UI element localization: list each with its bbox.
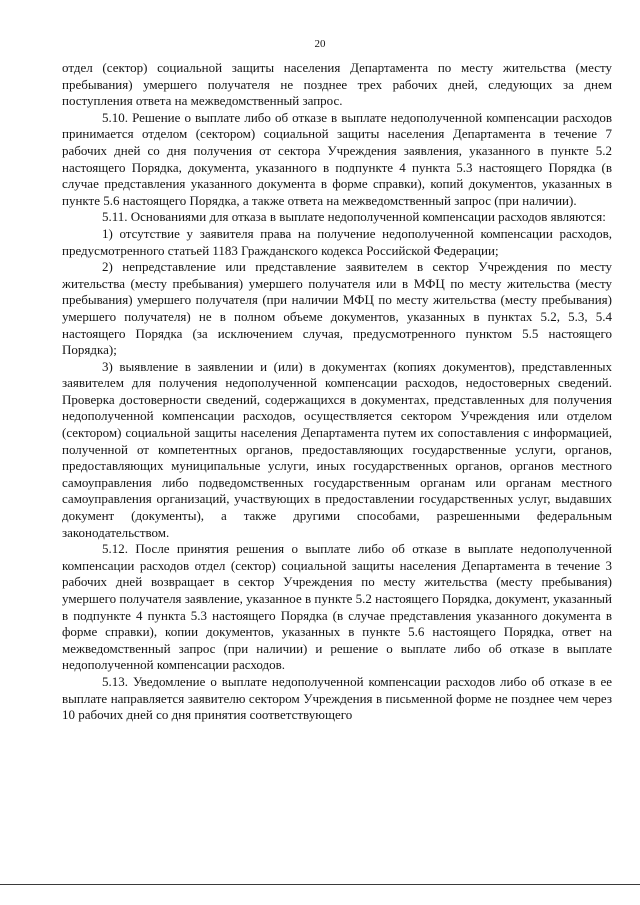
paragraph-5-12: 5.12. После принятия решения о выплате либо об отказе в выплате недополученной компенсации расходов отдел (сектор) социальной защиты населения Департамента в течение 3 рабочих дней возвращает в сектор Учреждения по месту жительства (месту пребывания) умершего получателя заявление, указанное в пункте 5.2 настоящего Порядка, документ, указанный в подпункте 4 пункта 5.3 настоящего Порядка (в случае представления указанного документа в форме справки), копии документов, указанных в пункте 5.6 настоящего Порядка, ответ на межведомственный запрос (при наличии) и решение о выплате либо об отказе в выплате недополученной компенсации расходов.	[62, 541, 612, 673]
scan-edge-line	[0, 884, 640, 885]
paragraph-continuation: отдел (сектор) социальной защиты населения Департамента по месту жительства (месту пребывания) умершего получателя не позднее трех рабочих дней, следующих за днем поступления ответа на межведомственный запрос.	[62, 60, 612, 109]
paragraph-5-13: 5.13. Уведомление о выплате недополученной компенсации расходов либо об отказе в ее выплате направляется заявителю сектором Учреждения в письменной форме не позднее чем через 10 рабочих дней со дня принятия соответствующего	[62, 673, 612, 723]
paragraph-5-11: 5.11. Основаниями для отказа в выплате недополученной компенсации расходов являются:	[102, 209, 606, 225]
paragraph-5-10: 5.10. Решение о выплате либо об отказе в выплате недополученной компенсации расходов принимается отделом (сектором) социальной защиты населения Департамента в течение 7 рабочих дней со дня получения от сектора Учреждения заявления, указанного в пункте 5.2 настоящего Порядка, документа, указанного в подпункте 4 пункта 5.3 настоящего Порядка (в случае представления указанного документа в форме справки), копий документов, указанных в пункте 5.6 настоящего Порядка, а также ответа на межведомственный запрос (при наличии).	[62, 109, 612, 208]
document-body	[62, 60, 612, 724]
paragraph-item-3: 3) выявление в заявлении и (или) в документах (копиях документов), представленных заявителем для получения недополученной компенсации расходов, недостоверных сведений. Проверка достоверности сведений, содержащихся в документах, представленных для получения недополученной компенсации расходов, осуществляется сектором Учреждения или отделом (сектором) социальной защиты населения Департамента путем их сопоставления с информацией, полученной от компетентных органов, предоставляющих государственные услуги, органов, предоставляющих муниципальные услуги, иных государственных органов, органов местного самоуправления либо подведомственных государственным органам или органам местного самоуправления организаций, участвующих в предоставлении государственных услуг, выдавших документ (документы), а также другими способами, разрешенными федеральным законодательством.	[62, 358, 612, 540]
paragraph-item-2: 2) непредставление или представление заявителем в сектор Учреждения по месту жительства (месту пребывания) умершего получателя или в МФЦ по месту жительства (месту пребывания) умершего получателя (при наличии МФЦ по месту жительства (месту пребывания) умершего получателя) не в полном объеме документов, указанных в пунктах 5.2, 5.3, 5.4 настоящего Порядка (за исключением случая, предусмотренного пунктом 5.5 настоящего Порядка);	[62, 259, 612, 358]
page-number: 20	[314, 38, 326, 50]
paragraph-item-1: 1) отсутствие у заявителя права на получение недополученной компенсации расходов, предусмотренного статьей 1183 Гражданского кодекса Российской Федерации;	[62, 225, 612, 258]
